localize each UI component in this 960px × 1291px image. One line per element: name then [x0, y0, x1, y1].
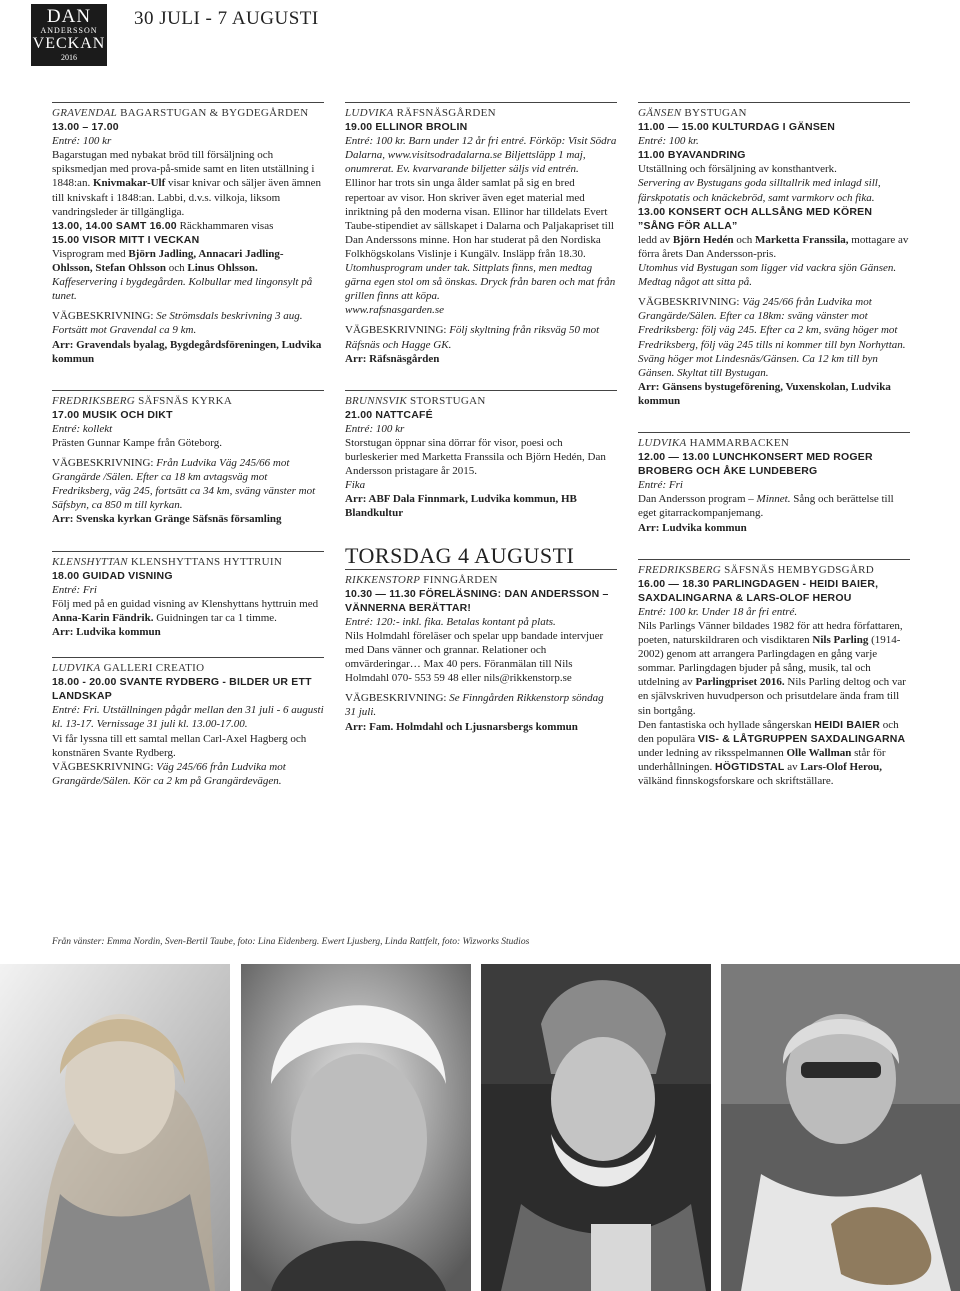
performer-name: Anna-Karin Fändrik.: [52, 611, 154, 624]
person-name: Nils Parling: [812, 634, 869, 647]
event-block-klenshyttan: [52, 551, 324, 640]
performer-name: Björn Hedén: [672, 233, 734, 246]
event-title: 10.30 — 11.30 FÖRELÄSNING: DAN ANDERSSON – VÄNNERNA BERÄTTAR!: [345, 587, 609, 614]
directions-text: Följ skyltning från riksväg 50 mot Räfsnäs och Hagge GK.: [345, 324, 600, 351]
directions-label: VÄGBESKRIVNING:: [52, 760, 154, 773]
performer-names: Björn Jadling, Annacari Jadling-Ohlsson, Stefan Ohlsson: [52, 247, 284, 275]
entry-fee: Entré: 120:- inkl. fika. Betalas kontant på plats.: [345, 615, 556, 628]
event-block-rafsnasgarden: [345, 102, 617, 366]
entry-fee: Entré: 100 kr: [345, 422, 405, 435]
description-text: Nils Parling deltog och var en självskriven huvudperson och prisutdelare ända fram till sin bortgång.: [638, 676, 906, 717]
description-text: och: [736, 233, 753, 246]
directions: [638, 295, 910, 380]
event-description: Storstugan öppnar sina dörrar för visor, poesi och burleskerier med Marketta Franssila och Björn Hedén, Dan Andersson pristagare år 2015.: [345, 436, 606, 478]
entry-fee: Entré: Fri: [638, 479, 683, 492]
venue-heading: [52, 102, 324, 120]
organizer: Arr: Ludvika kommun: [52, 626, 161, 638]
person-name: Lars-Olof Herou,: [800, 760, 883, 773]
description-text: och: [168, 262, 185, 275]
venue-place: BRUNNSVIK: [345, 394, 407, 407]
event-title: 16.00 — 18.30 PARLINGDAGEN - HEIDI BAIER, SAXDALINGARNA & LARS-OLOF HEROU: [638, 577, 879, 604]
entry-fee: Entré: kollekt: [52, 422, 113, 435]
directions-text: Väg 245/66 från Ludvika mot Grangärde/Sälen. Kör ca 2 km på Grangärdevägen.: [52, 760, 286, 787]
photo-sven-bertil-taube: [241, 964, 471, 1291]
description-text: under ledning av riksspelmannen: [638, 746, 784, 759]
speech-label: HÖGTIDSTAL: [714, 760, 785, 773]
directions: [52, 309, 324, 337]
venue-place: LUDVIKA: [52, 662, 101, 675]
organizer: Arr: Fam. Holmdahl och Ljusnarsbergs kommun: [345, 720, 578, 733]
event-block-brunnsvik: [345, 390, 617, 521]
event-note: Servering av Bystugans goda silltallrik med inlagd sill, färskpotatis och knäckebröd, samt varmkorv och fika.: [638, 177, 881, 204]
event-description: [638, 619, 910, 718]
event-title: 13.00 KONSERT OCH ALLSÅNG MED KÖREN ”SÅNG FÖR ALLA”: [638, 205, 873, 232]
photo-linda-rattfelt: [721, 964, 960, 1291]
directions-text: Från Ludvika Väg 245/66 mot Grangärde /Sälen. Efter ca 18 km avtagsväg mot Fredriksberg, väg 245, fortsätt ca 34 km, sväng vänster mot Säfsbyn, ca 850 m till kyrkan.: [52, 457, 316, 512]
event-title: 11.00 — 15.00 KULTURDAG I GÄNSEN: [638, 121, 836, 134]
entry-fee: Entré: 100 kr: [52, 135, 112, 148]
venue-name: KLENSHYTTANS HYTTRUIN: [130, 555, 283, 568]
venue-place: LUDVIKA: [345, 107, 394, 119]
page-title: 30 JULI - 7 AUGUSTI: [134, 8, 319, 29]
event-title: 11.00 BYAVANDRING: [638, 149, 746, 162]
organizer: Arr: Ludvika kommun: [638, 521, 747, 534]
description-text: Guidningen tar ca 1 timme.: [156, 611, 277, 624]
event-block-gansen: [638, 102, 910, 408]
entry-fee: Entré: 100 kr.: [638, 135, 699, 148]
event-note: Fika: [345, 479, 366, 492]
directions: [345, 323, 617, 351]
event-note: Utomhusprogram under tak. Sittplats finns, men medtag gärna egen stol om så önskas. Dryck från baren och mat från grillen finns att köpa.: [345, 262, 616, 303]
venue-name: BYSTUGAN: [684, 107, 747, 119]
description-text: och den populära: [638, 718, 899, 745]
description-text: välkänd finnskogsforskare och skriftställare.: [638, 775, 834, 788]
entry-fee: Entré: 100 kr. Barn under 12 år fri entré. Förköp: Visit Södra Dalarna, www.visitsodradalarna.se Biljettsläpp 1 maj, onumrerat. Ev. kvarvarande biljetter säljs vid entrén.: [345, 135, 617, 176]
dan-andersson-veckan-logo: [31, 4, 107, 66]
directions: [52, 456, 324, 512]
directions-label: VÄGBESKRIVNING:: [52, 457, 154, 470]
photo-emma-nordin: [0, 964, 230, 1291]
event-block-galleri-creatio: [52, 657, 324, 788]
organizer: Arr: Gravendals byalag, Bygdegårdsföreningen, Ludvika kommun: [52, 338, 322, 365]
venue-heading: [345, 390, 617, 408]
logo-line-3: VECKAN: [32, 35, 106, 52]
event-block-hammarbacken: [638, 432, 910, 535]
directions-label: VÄGBESKRIVNING:: [345, 324, 447, 337]
venue-name: STORSTUGAN: [410, 394, 486, 407]
venue-name: FINNGÅRDEN: [423, 573, 498, 586]
performer-name: Marketta Franssila,: [755, 233, 849, 246]
column-1: [52, 102, 324, 800]
event-description: [52, 247, 324, 275]
directions-label: VÄGBESKRIVNING:: [52, 310, 154, 323]
description-text: Den fantastiska och hyllade sångerskan: [638, 718, 812, 731]
organizer: Arr: ABF Dala Finnmark, Ludvika kommun, HB Blandkultur: [345, 493, 577, 520]
event-time: 13.00, 14.00 SAMT 16.00: [52, 219, 177, 232]
directions-text: Se Strömsdals beskrivning 3 aug. Fortsätt mot Gravendal ca 9 km.: [52, 310, 303, 337]
logo-year: 2016: [61, 53, 77, 62]
directions-text: Se Finngården Rikkenstorp söndag 31 juli.: [345, 692, 604, 719]
event-block-safsnas-hembygdsgard: [638, 559, 910, 789]
photo-credit: Från vänster: Emma Nordin, Sven-Bertil Taube, foto: Lina Eidenberg. Ewert Ljusberg, Linda Rattfelt, foto: Wizworks Studios: [52, 937, 530, 947]
column-2: [345, 102, 617, 746]
organizer: Arr: Räfsnäsgården: [345, 352, 440, 365]
logo-line-2: ANDERSSON: [40, 26, 98, 35]
venue-name: RÄFSNÄSGÅRDEN: [396, 107, 496, 119]
event-title: 17.00 MUSIK OCH DIKT: [52, 408, 173, 421]
venue-name: GALLERI CREATIO: [103, 662, 205, 675]
event-description: [52, 148, 324, 218]
venue-place: KLENSHYTTAN: [52, 555, 128, 568]
event-time: 13.00 – 17.00: [52, 121, 119, 134]
event-block-fredriksberg-kyrka: [52, 390, 324, 527]
website-link[interactable]: www.rafsnasgarden.se: [345, 304, 445, 317]
event-description: [638, 718, 910, 788]
entry-fee: Entré: 100 kr. Under 18 år fri entré.: [638, 605, 798, 618]
venue-heading: [345, 102, 617, 120]
performer-name: VIS- & LÅTGRUPPEN SAXDALINGARNA: [697, 732, 906, 745]
performer-name: HEIDI BAIER: [814, 718, 881, 731]
event-description: [638, 492, 910, 520]
venue-name: SÄFSNÄS KYRKA: [138, 394, 233, 407]
description-text: av: [787, 760, 798, 773]
description-text: Bagarstugan med nybakat bröd till försäljning och spiksmedjan med prova-på-smide samt en liten utställning i 1848:an.: [52, 149, 315, 190]
event-title: 15.00 VISOR MITT I VECKAN: [52, 233, 200, 246]
description-text: ledd av: [638, 233, 671, 246]
description-text: Visprogram med: [52, 247, 126, 260]
venue-place: FREDRIKSBERG: [638, 563, 722, 576]
venue-heading: [52, 657, 324, 675]
description-text: Följ med på en guidad visning av Klenshyttans hyttruin med: [52, 597, 319, 610]
venue-heading: [345, 569, 617, 587]
program-title: Minnet.: [756, 493, 791, 506]
directions: [345, 691, 617, 719]
venue-name: SÄFSNÄS HEMBYGDSGÅRD: [724, 563, 875, 576]
day-heading: TORSDAG 4 AUGUSTI: [345, 542, 575, 568]
venue-place: LUDVIKA: [638, 436, 687, 449]
description-text: (1914-2002) genom att arrangera Parlingdagen en gång varje sommar. Parlingdagen bjuder på sång, musik, tal och utdelning av: [638, 634, 901, 689]
venue-heading: [52, 390, 324, 408]
venue-heading: [638, 102, 910, 120]
venue-heading: [638, 559, 910, 577]
event-title: 18.00 GUIDAD VISNING: [52, 569, 173, 582]
venue-heading: [638, 432, 910, 450]
event-block-gravendal: [52, 102, 324, 366]
venue-place: GÄNSEN: [638, 107, 682, 119]
venue-place: FREDRIKSBERG: [52, 394, 136, 407]
logo-line-1: DAN: [46, 6, 92, 27]
organizer: Arr: Gänsens bystugeförening, Vuxenskolan, Ludvika kommun: [638, 380, 891, 407]
venue-place: RIKKENSTORP: [345, 573, 421, 586]
venue-place: GRAVENDAL: [52, 107, 118, 119]
event-description: [638, 233, 910, 261]
entry-fee: Entré: Fri. Utställningen pågår mellan den 31 juli - 6 augusti kl. 13-17. Vernissage 31 juli kl. 13.00-17.00.: [52, 704, 324, 731]
column-3: [638, 102, 910, 800]
venue-name: BAGARSTUGAN & BYGDEGÅRDEN: [120, 107, 309, 119]
organizer: Arr: Svenska kyrkan Gränge Säfsnäs församling: [52, 513, 282, 526]
entry-fee: Entré: Fri: [52, 583, 97, 596]
event-description: Prästen Gunnar Kampe från Göteborg.: [52, 436, 222, 449]
event-description: Vi får lyssna till ett samtal mellan Carl-Axel Hagberg och konstnären Svante Rydberg.: [52, 732, 307, 759]
event-description: Utställning och försäljning av konsthantverk.: [638, 163, 837, 176]
event-title: 12.00 — 13.00 LUNCHKONSERT MED ROGER BROBERG OCH ÅKE LUNDEBERG: [638, 451, 873, 478]
description-text: Nils Parlings Vänner bildades 1982 för att hedra författaren, poeten, naturskildraren och visdiktaren: [638, 620, 903, 647]
directions-text: Väg 245/66 från Ludvika mot Grangärde/Sälen. Efter ca 18km: sväng vänster mot Fredriksberg: följ väg 245. Efter ca 2 km, sväng höger mot Fredriksberg, följ väg 245 tills ni kommer till byn Norhyttan. Sväng höger mot Lindesnäs/Gänsen. Ca 12 km till byn Gänsen. Skyltat till Bystugan.: [638, 296, 906, 379]
performer-names: Linus Ohlsson.: [187, 262, 258, 275]
event-times: [52, 219, 324, 233]
venue-heading: [52, 551, 324, 569]
description-text: visar knivar och säljer även ämnen till knivskaft i 1848:an. Labbi, d.v.s. vilkoja, liksom vandringsleder är tillgängliga.: [52, 177, 322, 218]
description-text: står för underhållningen.: [638, 746, 886, 773]
event-title: 18.00 - 20.00 SVANTE RYDBERG - BILDER UR ETT LANDSKAP: [52, 676, 312, 703]
description-text: Dan Andersson program –: [638, 493, 754, 506]
description-text: mottagare av förra årets Dan Andersson-pris.: [638, 233, 909, 260]
performer-name: Knivmakar-Ulf: [92, 177, 166, 190]
photo-ewert-ljusberg: [481, 964, 711, 1291]
event-description: [52, 597, 324, 625]
venue-name: HAMMARBACKEN: [689, 436, 790, 449]
event-description: Ellinor har trots sin unga ålder samlat på sig en bred repertoar av visor. Hon skriver även eget material med inriktning på den moderna visan. Ellinor har tilldelats Evert Taube-stipendiet av sällskapet i Dalarna och Paljakapriset till Dan Anderssons minne. Hon har studerat på den Nordiska Folkhögskolans Vislinje i Kungälv. Insläpp från 18.30.: [345, 177, 614, 260]
directions: [52, 760, 324, 788]
event-title: 21.00 NATTCAFÉ: [345, 408, 433, 421]
description-text: Sång och berättelse till eget gitarrackompanjemang.: [638, 493, 894, 520]
event-title: 19.00 ELLINOR BROLIN: [345, 121, 468, 134]
event-block-rikkenstorp: [345, 569, 617, 734]
event-note: Utomhus vid Bystugan som ligger vid vackra sjön Gänsen. Medtag något att sitta på.: [638, 262, 897, 289]
directions-label: VÄGBESKRIVNING:: [638, 296, 740, 309]
event-description: Nils Holmdahl föreläser och spelar upp bandade intervjuer med Dans vänner och grannar. Relationer och omvärderingar… Max 40 pers. Föranmälan till Nils Holmdahl 070- 553 59 48 eller nils@rikkenstorp.se: [345, 630, 604, 685]
description-text: Räckhammaren visas: [179, 219, 274, 232]
prize-name: Parlingpriset 2016.: [695, 676, 785, 689]
directions-label: VÄGBESKRIVNING:: [345, 692, 447, 705]
event-note: Kaffeservering i bygdegården. Kolbullar med lingonsylt på tunet.: [52, 276, 313, 303]
person-name: Olle Wallman: [786, 746, 852, 759]
